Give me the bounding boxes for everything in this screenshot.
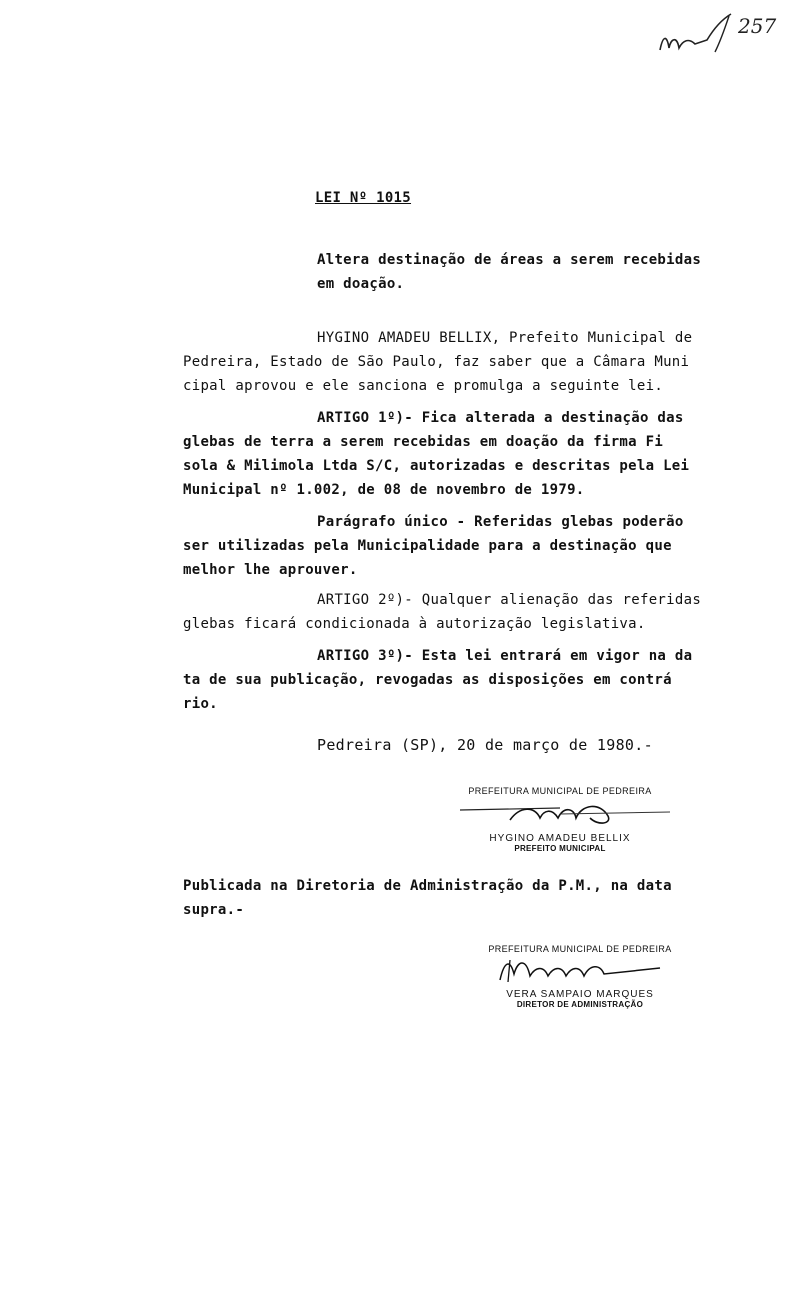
stamp-name-2: VERA SAMPAIO MARQUES [506, 989, 654, 1000]
art1-line-3: sola & Milimola Ltda S/C, autorizadas e descritas pela Lei [183, 458, 690, 474]
signature-block-mayor [440, 786, 680, 853]
stamp-org-2: PREFEITURA MUNICIPAL DE PEDREIRA [488, 944, 672, 954]
art1-line-4: Municipal nº 1.002, de 08 de novembro de 1979. [183, 482, 585, 498]
publication-line-1: Publicada na Diretoria de Administração da P.M., na data [183, 878, 672, 894]
stamp-name-1: HYGINO AMADEU BELLIX [489, 833, 631, 844]
stamp-org-1: PREFEITURA MUNICIPAL DE PEDREIRA [468, 786, 652, 796]
ementa-line-2: em doação. [317, 276, 405, 292]
preamble-line-1: HYGINO AMADEU BELLIX, Prefeito Municipal de [317, 330, 693, 346]
director-signature [470, 954, 690, 984]
stamp-role-1: PREFEITO MUNICIPAL [514, 844, 606, 853]
art1-line-2: glebas de terra a serem recebidas em doação da firma Fi [183, 434, 664, 450]
paragraph-line-3: melhor lhe aprouver. [183, 562, 358, 578]
page-annotation-scribble [655, 10, 735, 60]
art3-line-3: rio. [183, 696, 218, 712]
art1-line-1: ARTIGO 1º)- Fica alterada a destinação das [317, 410, 684, 426]
paragraph-line-1: Parágrafo único - Referidas glebas poderão [317, 514, 684, 530]
stamp-role-2: DIRETOR DE ADMINISTRAÇÃO [516, 1000, 644, 1009]
place-and-date: Pedreira (SP), 20 de março de 1980.- [317, 736, 653, 754]
art2-line-1: ARTIGO 2º)- Qualquer alienação das referidas [317, 592, 702, 608]
page-number-annotation: 257 [738, 14, 777, 38]
signature-block-director [470, 944, 690, 1009]
law-title: LEI Nº 1015 [315, 190, 412, 206]
mayor-signature [440, 796, 680, 828]
paragraph-line-2: ser utilizadas pela Municipalidade para a destinação que [183, 538, 672, 554]
preamble-line-2: Pedreira, Estado de São Paulo, faz saber que a Câmara Muni [183, 354, 690, 370]
art3-line-2: ta de sua publicação, revogadas as disposições em contrá [183, 672, 672, 688]
art2-line-2: glebas ficará condicionada à autorização legislativa. [183, 616, 646, 632]
art3-line-1: ARTIGO 3º)- Esta lei entrará em vigor na da [317, 648, 693, 664]
ementa-line-1: Altera destinação de áreas a serem recebidas [317, 252, 702, 268]
preamble-line-3: cipal aprovou e ele sanciona e promulga a seguinte lei. [183, 378, 664, 394]
publication-line-2: supra.- [183, 902, 245, 918]
